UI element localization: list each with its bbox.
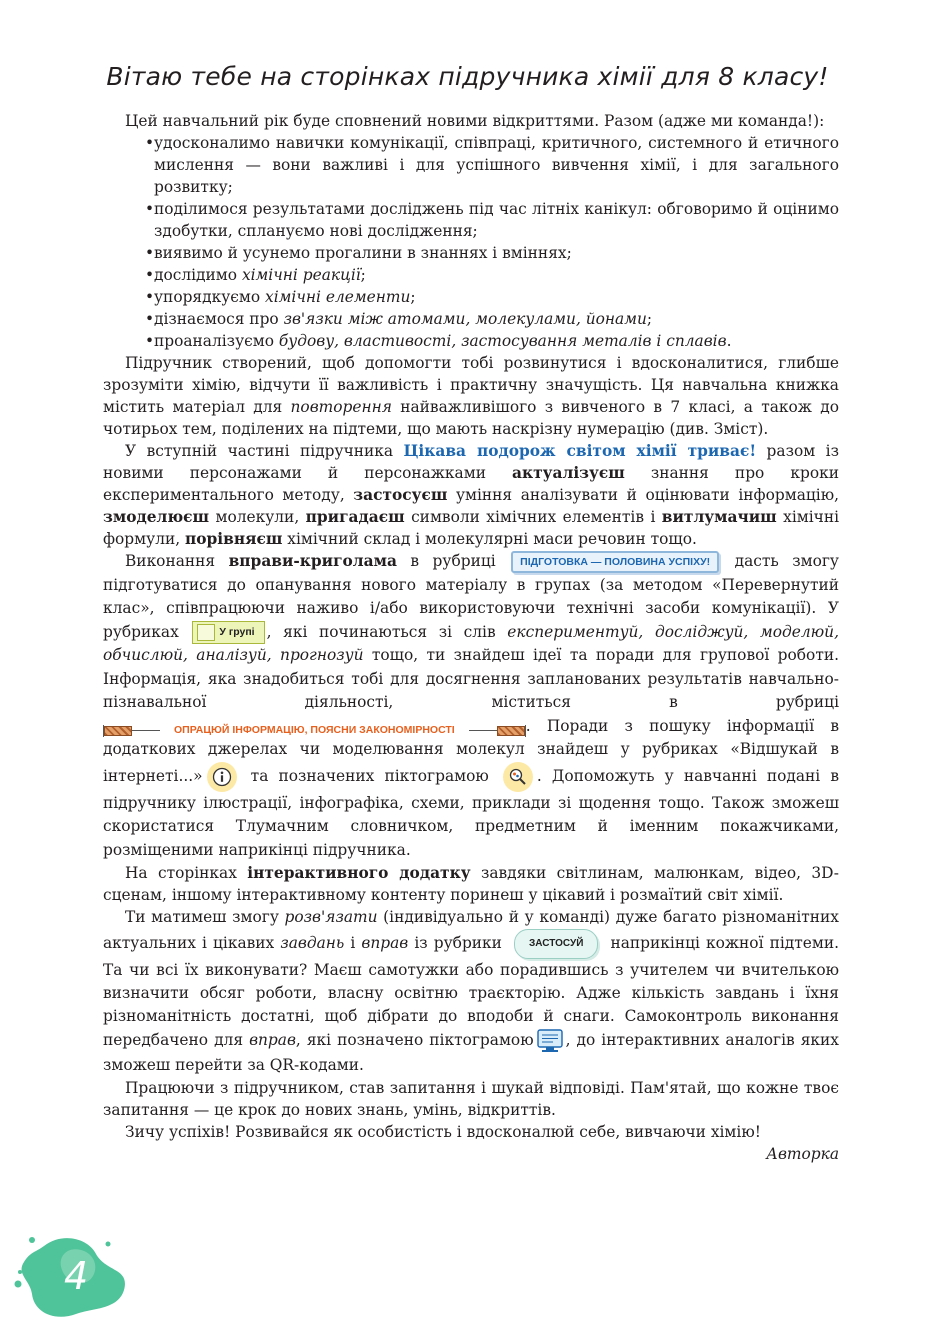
- textbook-paragraph: Підручник створений, щоб допомогти тобі розвинутися і вдосконалитися, глибше зрозуміти хімію, відчути її важливість і практичну значущість. Ця навчальна книжка містить матеріал для повторення найважливішого з вивченого в 7 класі, а також до чотирьох тем, поділених на підтеми, що мають наскрізну нумерацію (див. Зміст).: [103, 354, 839, 438]
- page-number-badge: [10, 1224, 140, 1324]
- pencil-icon: [497, 726, 525, 736]
- list-item: • поділимося результатами досліджень під час літніх канікул: обговоримо й оцінимо здобутки, сплануємо нові дослідження;: [145, 198, 839, 242]
- page-title: Вітаю тебе на сторінках підручника хімії для 8 класу!: [106, 62, 829, 91]
- wishes-paragraph: Зичу успіхів! Розвивайся як особистість і вдосконалюй себе, вивчаючи хімію!: [125, 1123, 761, 1141]
- molecule-search-icon: [503, 762, 533, 792]
- list-item: • упорядкуємо хімічні елементи;: [145, 286, 839, 308]
- goals-list: [103, 132, 839, 352]
- computer-exercise-icon: [536, 1028, 564, 1054]
- list-item: • удосконалимо навички комунікації, співпраці, критичного, системного й етичного мислення — вони важливі і для успішного вивчення хімії, і для загального розвитку;: [145, 132, 839, 198]
- list-item: • дослідимо хімічні реакції;: [145, 264, 839, 286]
- intro-section-paragraph: У вступній частині підручника Цікава подорож світом хімії триває! разом із новими персонажами й персонажками актуалізуєш знання про кроки експериментального методу, застосуєш уміння аналізувати й оцінювати інформацію, змоделюєш молекули, пригадаєш символи хімічних елементів і витлумачиш хімічні формули, порівняєш хімічний склад і молекулярні маси речовин тощо.: [103, 442, 840, 548]
- tasks-paragraph: Ти матимеш змогу розв'язати (індивідуально й у команді) дуже багато різноманітних актуальних і цікавих завдань і вправ із рубрики ЗАСТОСУЙ наприкінці кожної підтеми. Та чи всі їх виконувати? Маєш самотужки або порадившись з учителем чи вчителькою визначити обсяг роботи, власну освітню траєкторію. Адже кількість завдань і їхня різноманітність достатні, щоб дібрати до вподоби й снаги. Самоконтроль виконання передбачено для вправ, які позначено піктограмою , до інтерактивних аналогів яких зможеш перейти за QR-кодами.: [103, 908, 839, 1074]
- interactive-paragraph: На сторінках інтерактивного додатку завдяки світлинам, малюнкам, відео, 3D-сценам, іншому інтерактивному контенту поринеш у цікавий і розмаїтий світ хімії.: [103, 864, 840, 904]
- rubric-apply-badge: ЗАСТОСУЙ: [514, 929, 598, 959]
- page-number: 4: [64, 1254, 89, 1298]
- list-item: • проаналізуємо будову, властивості, застосування металів і сплавів.: [145, 330, 839, 352]
- intro-paragraph: Цей навчальний рік буде сповнений новими відкриттями. Разом (адже ми команда!):: [125, 112, 825, 130]
- signature: Авторка: [766, 1145, 839, 1163]
- rubrics-paragraph: Виконання вправи-криголама в рубриці ПІДГОТОВКА — ПОЛОВИНА УСПІХУ! дасть змогу підготуватися до опанування нового матеріалу в групах (за методом «Перевернутий клас», співпрацюючи наживо і/або використовуючи технічні засоби комунікації). У рубриках У групі , які починаються зі слів експериментуй, досліджуй, моделюй, обчислюй, аналізуй, прогнозуй тощо, ти знайдеш ідеї та поради для групової роботи. Інформація, яка знадобиться тобі для досягнення запланованих результатів навчально-пізнавальної діяльності, міститься в рубриці ОПРАЦЮЙ ІНФОРМАЦІЮ, ПОЯСНИ ЗАКОНОМІРНОСТІ . Поради з пошуку інформації в додаткових джерелах чи моделювання молекул знайдеш у рубриках «Відшукай в інтернеті...» та позначених піктограмою . Допоможуть у навчанні подані в підручнику ілюстрації, інфографіка, схеми, приклади зі щодення тощо. Також зможеш скористатися Тлумачним словничком, предметним й іменним покажчиками, розміщеними наприкінці підручника.: [103, 552, 840, 859]
- intro-section-link[interactable]: Цікава подорож світом хімії триває!: [403, 442, 757, 460]
- list-item: • виявимо й усунемо прогалини в знаннях і вміннях;: [145, 242, 839, 264]
- info-icon: [207, 762, 237, 792]
- list-item: • дізнаємося про зв'язки між атомами, молекулами, йонами;: [145, 308, 839, 330]
- rubric-group-badge: У групі: [192, 621, 264, 644]
- questions-paragraph: Працюючи з підручником, став запитання і шукай відповіді. Пам'ятай, що кожне твоє запитання — це крок до нових знань, умінь, відкриттів.: [103, 1079, 839, 1119]
- body-text: [103, 110, 839, 1165]
- rubric-prep-badge: ПІДГОТОВКА — ПОЛОВИНА УСПІХУ!: [511, 551, 719, 574]
- pencil-icon: [104, 726, 132, 736]
- rubric-info-badge: ОПРАЦЮЙ ІНФОРМАЦІЮ, ПОЯСНИ ЗАКОНОМІРНОСТІ: [103, 719, 526, 735]
